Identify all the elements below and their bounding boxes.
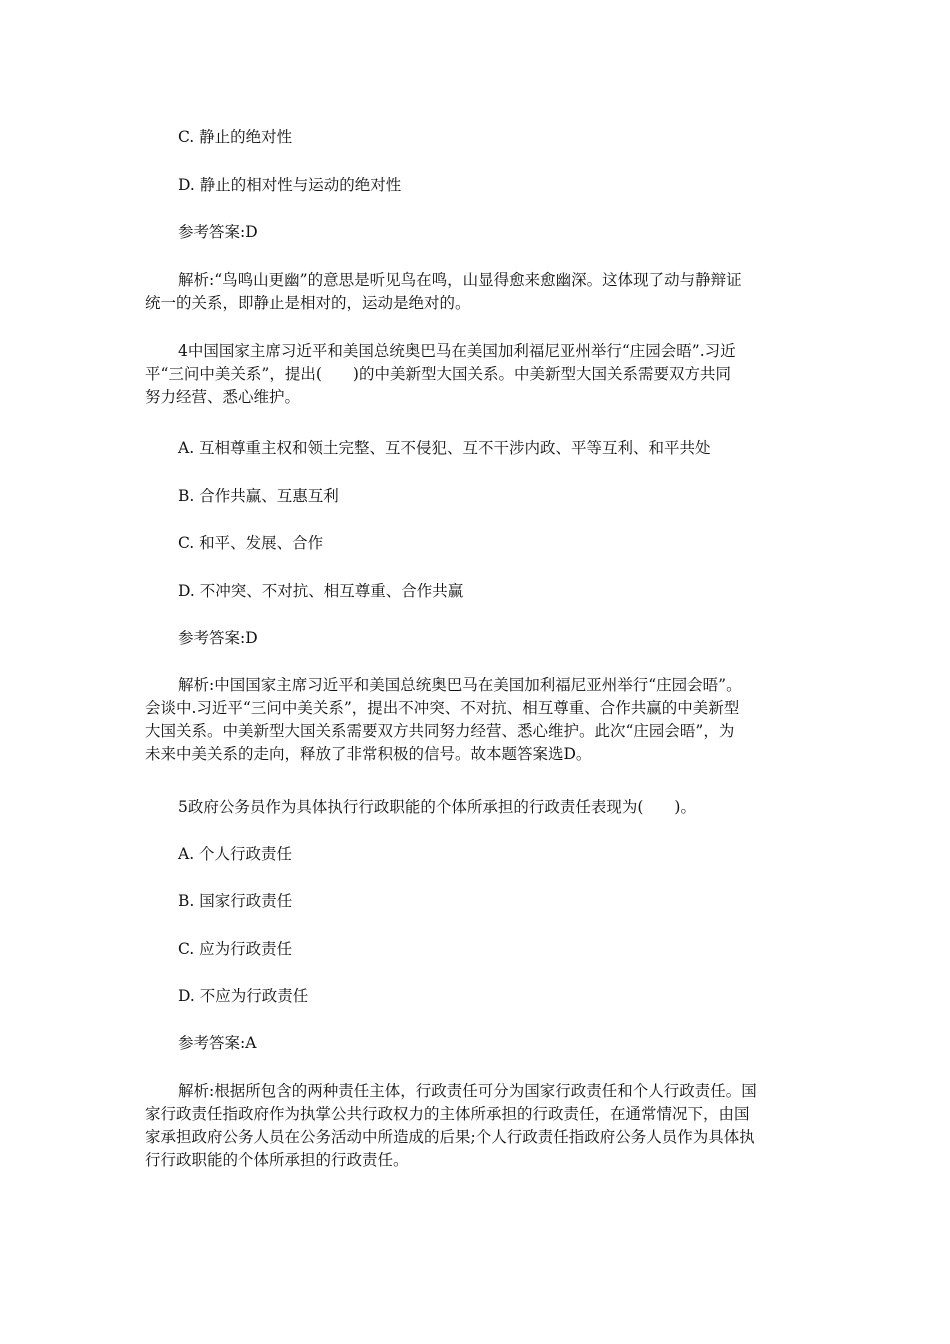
q3-answer: 参考答案:D bbox=[178, 223, 258, 241]
q5-option-b: B. 国家行政责任 bbox=[178, 892, 293, 910]
q4-option-a: A. 互相尊重主权和领土完整、互不侵犯、互不干涉内政、平等互利、和平共处 bbox=[178, 439, 711, 457]
q5-option-c: C. 应为行政责任 bbox=[178, 940, 293, 958]
q5-option-a: A. 个人行政责任 bbox=[178, 845, 293, 863]
q5-answer: 参考答案:A bbox=[178, 1034, 257, 1052]
q3-analysis: 解析:“鸟鸣山更幽”的意思是听见鸟在鸣，山显得愈来愈幽深。这体现了动与静辩证 统一的关系，即静止是相对的，运动是绝对的。 bbox=[145, 271, 742, 312]
q4-option-d: D. 不冲突、不对抗、相互尊重、合作共赢 bbox=[178, 582, 464, 600]
q5-analysis: 解析:根据所包含的两种责任主体，行政责任可分为国家行政责任和个人行政责任。国 家行政责任指政府作为执掌公共行政权力的主体所承担的行政责任，在通常情况下，由国 家承担政府公务人员在公务活动中所造成的后果;个人行政责任指政府公务人员作为具体执 行行政职能的个体所承担的行政责任。 bbox=[145, 1082, 757, 1169]
q4-analysis: 解析:中国国家主席习近平和美国总统奥巴马在美国加利福尼亚州举行“庄园会晤”。 会谈中.习近平“三问中美关系”，提出不冲突、不对抗、相互尊重、合作共赢的中美新型 大国关系。中美新型大国关系需要双方共同努力经营、悉心维护。此次“庄园会晤”，为 未来中美关系的走向，释放了非常积极的信号。故本题答案选D。 bbox=[145, 676, 742, 763]
q4-answer: 参考答案:D bbox=[178, 629, 258, 647]
q5-option-d: D. 不应为行政责任 bbox=[178, 987, 309, 1005]
q3-option-d: D. 静止的相对性与运动的绝对性 bbox=[178, 176, 402, 194]
q4-option-b: B. 合作共赢、互惠互利 bbox=[178, 487, 339, 505]
q4-option-c: C. 和平、发展、合作 bbox=[178, 534, 324, 552]
q3-option-c: C. 静止的绝对性 bbox=[178, 128, 293, 146]
q4-question: 4中国国家主席习近平和美国总统奥巴马在美国加利福尼亚州举行“庄园会晤”.习近 平“三问中美关系”，提出( )的中美新型大国关系。中美新型大国关系需要双方共同 努力经营、悉心维护。 bbox=[145, 342, 736, 406]
q5-question: 5政府公务员作为具体执行行政职能的个体所承担的行政责任表现为( )。 bbox=[178, 798, 696, 816]
